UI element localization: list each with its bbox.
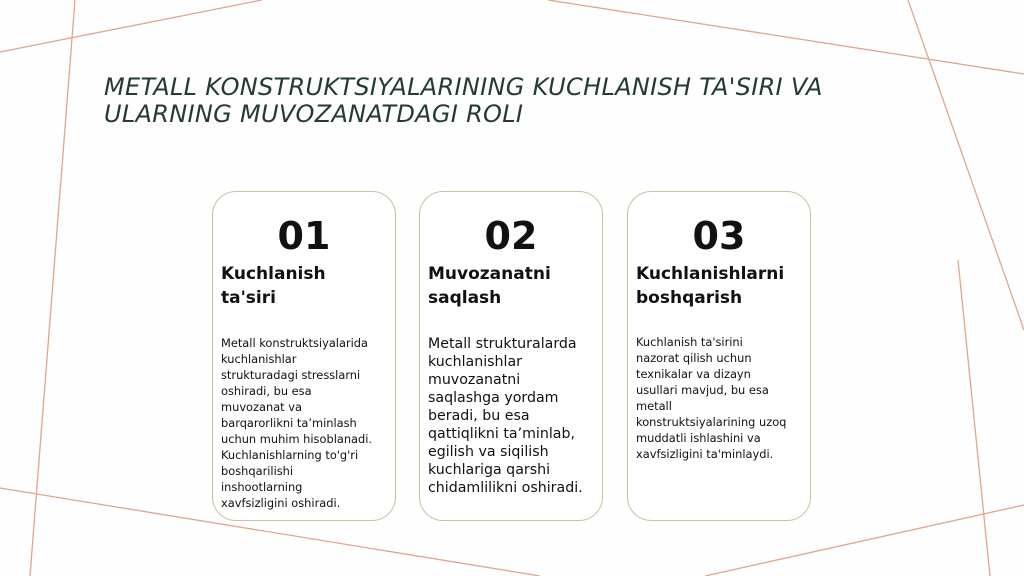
- card-number: 03: [692, 214, 746, 258]
- card-text: Metall konstruktsiyalarida kuchlanishlar strukturadagi stresslarni oshiradi, bu esa muvozanat va barqarorlikni ta’minlash uchun muhim hisoblanadi. Kuchlanishlarning to'g'ri boshqarilishi inshootlarning xavfsizligini oshiradi.: [221, 336, 373, 510]
- card-heading: Kuchlanish ta'siri: [221, 264, 326, 308]
- card-number: 02: [484, 214, 538, 258]
- card-text: Kuchlanish ta'sirini nazorat qilish uchun texnikalar va dizayn usullari mavjud, bu esa metall konstruktsiyalarining uzoq muddatli ishlashini va xavfsizligini ta'minlaydi.: [636, 335, 787, 461]
- card-02: [419, 191, 603, 521]
- page-title: METALL KONSTRUKTSIYALARINING KUCHLANISH TA'SIRI VA ULARNING MUVOZANATDAGI ROLI: [104, 73, 823, 128]
- card-text: Metall strukturalarda kuchlanishlar muvozanatni saqlashga yordam beradi, bu esa qattiqlikni ta’minlab, egilish va siqilish kuchlariga qarshi chidamlilikni oshiradi.: [428, 336, 583, 496]
- card-heading: Muvozanatni saqlash: [428, 264, 551, 308]
- card-number: 01: [277, 214, 331, 258]
- card-heading: Kuchlanishlarni boshqarish: [636, 264, 785, 308]
- card-01: [212, 191, 396, 521]
- card-03: [627, 191, 811, 521]
